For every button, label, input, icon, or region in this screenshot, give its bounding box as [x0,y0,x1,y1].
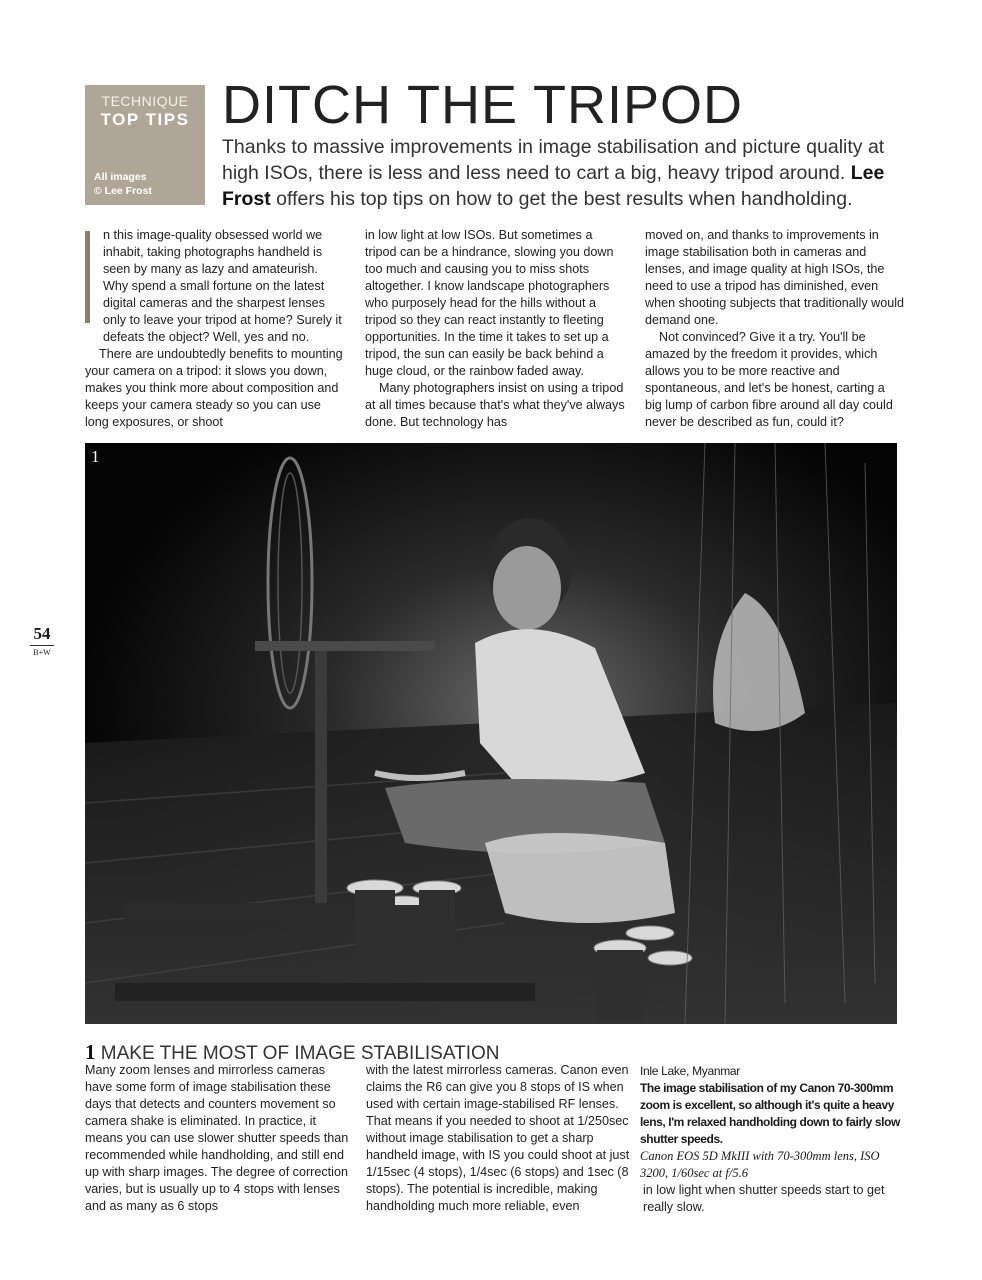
photo-caption [640,1063,900,1182]
page-number: 54 [30,624,54,646]
page-folio [30,624,54,657]
tip-column-3: in low light when shutter speeds start to get really slow. [643,1183,885,1214]
intro-paragraph-3: in low light at low ISOs. But sometimes a tripod can be a hindrance, slowing you down too much and causing you to miss shots altogether. I know landscape photographers who purposely head for the hills without a tripod so they can react instantly to fleeting opportunities. In the time it takes to set up a tripod, the sun can easily be back behind a huge cloud, or the rainbow faded away. [365,228,614,378]
intro-paragraph-5: moved on, and thanks to improvements in image stabilisation both in cameras and lenses, and image quality at high ISOs, the need to use a tripod has diminished, even when shooting subjects that traditionally would demand one. [645,228,905,327]
badge-kicker: TECHNIQUE [101,93,189,109]
intro-paragraph-4: Many photographers insist on using a tripod at all times because that's what they've always done. But technology has [365,381,625,429]
tip-column-1: Many zoom lenses and mirrorless cameras have some form of image stabilisation these days that detects and counters movement so camera shake is eliminated. In practice, it means you can use slower shutter speeds than recommended while handholding, and still end up with sharp images. The degree of correction varies, but is usually up to 4 stops with lenses and as many as 6 stops [85,1063,349,1213]
tip-title: MAKE THE MOST OF IMAGE STABILISATION [100,1043,500,1064]
credit-line-1: All images [94,171,147,183]
tip-column-2: with the latest mirrorless cameras. Canon even claims the R6 can give you 8 stops of IS when used with certain image-stabilised RF lenses. That means if you needed to shoot at 1/250sec without image stabilisation to get a sharp handheld image, with IS you could shoot at just 1/15sec (4 stops), 1/4sec (6 stops) and 1sec (8 stops). The potential is incredible, making handholding much more reliable, even [366,1063,630,1213]
caption-body: The image stabilisation of my Canon 70-300mm zoom is excellent, so although it's quite a heavy lens, I'm relaxed handholding down to fairly slow shutter speeds. [640,1081,900,1146]
drop-cap-i [85,231,90,323]
tip-number: 1 [85,1040,96,1064]
caption-location: Inle Lake, Myanmar [640,1064,740,1078]
intro-column-2 [365,227,625,431]
weaver-photo-illustration [85,443,897,1024]
intro-paragraph-1: n this image-quality obsessed world we inhabit, taking photographs handheld is seen by many as lazy and amateurish. Why spend a small fortune on the latest digital cameras and the sharpest lenses only to leave your tripod at home? Surely it defeats the object? Well, yes and no. [103,228,342,344]
caption-camera-info: Canon EOS 5D MkIII with 70-300mm lens, ISO 3200, 1/60sec at f/5.6 [640,1149,880,1180]
section-badge [85,85,205,205]
magazine-name: B+W [33,648,51,657]
badge-section-title: TOP TIPS [100,110,190,129]
standfirst-text-after: offers his top tips on how to get the best results when handholding. [276,188,853,210]
author-name: Lee Frost [222,162,885,210]
photo-number: 1 [91,447,100,466]
article-headline: DITCH THE TRIPOD [222,75,744,135]
standfirst-text: Thanks to massive improvements in image stabilisation and picture quality at high ISOs, there is less and less need to cart a big, heavy tripod around. [222,136,885,184]
image-credit [94,170,152,198]
intro-paragraph-6: Not convinced? Give it a try. You'll be amazed by the freedom it provides, which allows you to be more reactive and spontaneous, and let's be honest, carting a big lump of carbon fibre around all day could never be described as fun, could it? [645,330,893,429]
weaver-photo [85,443,897,1024]
credit-line-2: © Lee Frost [94,185,152,197]
intro-paragraph-2: There are undoubtedly benefits to mounting your camera on a tripod: it slows you down, makes you think more about composition and keeps your camera steady so you can use long exposures, or shoot [85,347,343,429]
standfirst [222,134,922,212]
intro-column-3 [645,227,905,431]
intro-column-1 [85,227,345,431]
